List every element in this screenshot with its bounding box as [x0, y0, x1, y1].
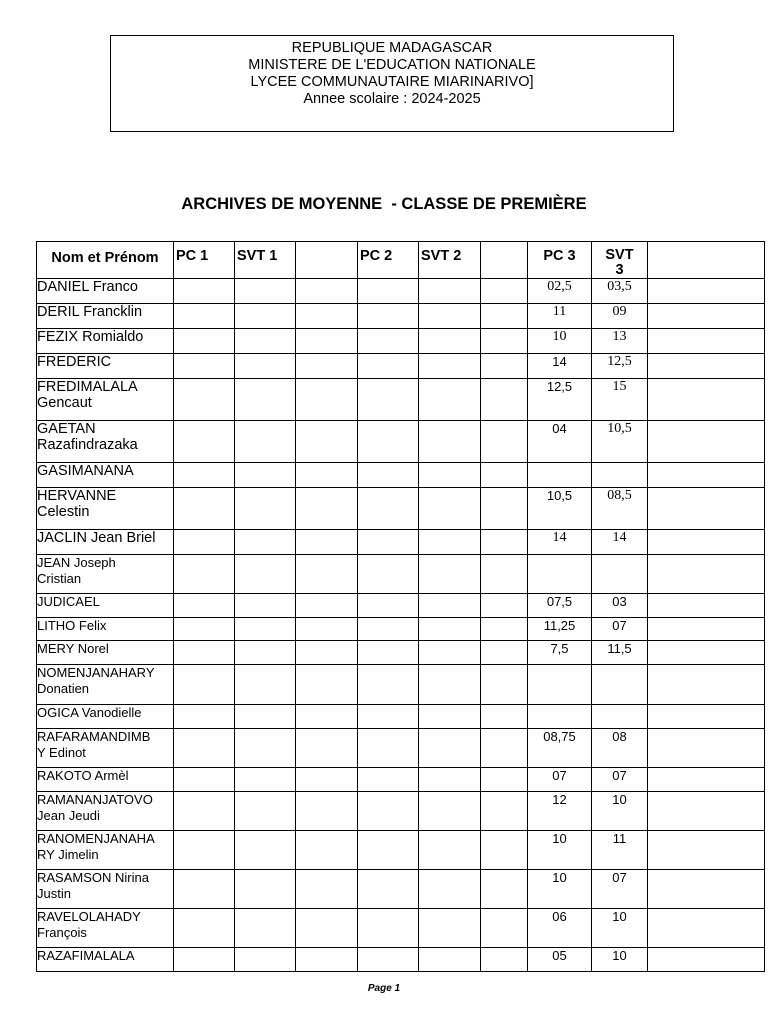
- blank1-cell: [296, 488, 358, 530]
- svt3-cell: 10: [592, 948, 648, 972]
- student-name-cell: [37, 909, 174, 948]
- svt3-cell: 14: [592, 530, 648, 555]
- blank1-cell: [296, 909, 358, 948]
- pc3-cell: 11,25: [528, 618, 592, 641]
- column-header-blank1: [296, 242, 358, 279]
- svt2-cell: [419, 768, 481, 792]
- blank2-cell: [481, 641, 528, 665]
- pc1-cell: [174, 705, 235, 729]
- svt2-cell: [419, 379, 481, 421]
- pc1-cell: [174, 618, 235, 641]
- svt1-cell: [235, 831, 296, 870]
- svt3-cell: 08: [592, 729, 648, 768]
- svt2-cell: [419, 641, 481, 665]
- student-name-continued: Razafindrazaka: [37, 437, 138, 453]
- pc1-cell: [174, 488, 235, 530]
- blank3-cell: [648, 665, 765, 705]
- student-name-cell: [37, 768, 174, 792]
- svt3-cell: [592, 665, 648, 705]
- pc3-cell: 10: [528, 329, 592, 354]
- svt1-cell: [235, 304, 296, 329]
- pc1-cell: [174, 729, 235, 768]
- header-school: LYCEE COMMUNAUTAIRE MIARINARIVO]: [250, 74, 534, 90]
- svt3-cell: 13: [592, 329, 648, 354]
- student-name-cell: [37, 530, 174, 555]
- svt3-cell: 11: [592, 831, 648, 870]
- column-header-svt3-line1: SVT: [605, 247, 634, 263]
- column-header-name: Nom et Prénom: [37, 242, 174, 279]
- blank1-cell: [296, 729, 358, 768]
- svt1-cell: [235, 618, 296, 641]
- svt2-cell: [419, 618, 481, 641]
- table-row: [37, 379, 765, 421]
- student-name: HERVANNE: [37, 488, 117, 504]
- student-name: JUDICAEL: [37, 594, 100, 609]
- student-name-cell: [37, 329, 174, 354]
- svt2-cell: [419, 705, 481, 729]
- svt3-cell: [592, 705, 648, 729]
- svt2-cell: [419, 729, 481, 768]
- student-name-continued: Cristian: [37, 571, 82, 586]
- blank2-cell: [481, 705, 528, 729]
- student-name-continued: Justin: [37, 886, 71, 901]
- pc2-cell: [358, 831, 419, 870]
- student-name-cell: [37, 488, 174, 530]
- student-name: RAVELOLAHADY: [37, 909, 141, 924]
- svt2-cell: [419, 530, 481, 555]
- pc3-cell: 10: [528, 831, 592, 870]
- page-number: Page 1: [367, 983, 401, 994]
- svt2-cell: [419, 279, 481, 304]
- svt1-cell: [235, 379, 296, 421]
- svt3-cell: 10,5: [592, 421, 648, 463]
- pc1-cell: [174, 421, 235, 463]
- blank1-cell: [296, 421, 358, 463]
- pc2-cell: [358, 594, 419, 618]
- pc1-cell: [174, 768, 235, 792]
- table-row: [37, 329, 765, 354]
- page-title: ARCHIVES DE MOYENNE - CLASSE DE PREMIÈRE: [181, 195, 587, 213]
- pc2-cell: [358, 488, 419, 530]
- blank3-cell: [648, 641, 765, 665]
- pc3-cell: 08,75: [528, 729, 592, 768]
- student-name-continued: Celestin: [37, 504, 90, 520]
- pc1-cell: [174, 304, 235, 329]
- svt2-cell: [419, 555, 481, 594]
- pc1-cell: [174, 594, 235, 618]
- column-header-pc2: PC 2: [358, 242, 419, 279]
- student-name: JACLIN Jean Briel: [37, 530, 156, 546]
- blank2-cell: [481, 379, 528, 421]
- student-name-continued: Gencaut: [37, 395, 92, 411]
- pc3-cell: 10,5: [528, 488, 592, 530]
- svt3-cell: 10: [592, 792, 648, 831]
- blank1-cell: [296, 354, 358, 379]
- pc1-cell: [174, 665, 235, 705]
- blank3-cell: [648, 354, 765, 379]
- svt1-cell: [235, 792, 296, 831]
- blank2-cell: [481, 729, 528, 768]
- svt3-cell: [592, 463, 648, 488]
- svt2-cell: [419, 948, 481, 972]
- column-header-pc3: PC 3: [528, 242, 592, 279]
- column-header-svt2: SVT 2: [419, 242, 481, 279]
- table-row: [37, 705, 765, 729]
- svt3-cell: 09: [592, 304, 648, 329]
- table-row: [37, 831, 765, 870]
- svt1-cell: [235, 948, 296, 972]
- pc1-cell: [174, 792, 235, 831]
- pc1-cell: [174, 279, 235, 304]
- table-row: [37, 488, 765, 530]
- blank3-cell: [648, 555, 765, 594]
- student-name-cell: [37, 304, 174, 329]
- column-header-svt3-line2: 3: [615, 262, 624, 278]
- table-row: [37, 463, 765, 488]
- student-name: JEAN Joseph: [37, 555, 116, 570]
- svt2-cell: [419, 463, 481, 488]
- student-name: LITHO Felix: [37, 618, 107, 633]
- student-name-cell: [37, 665, 174, 705]
- pc1-cell: [174, 831, 235, 870]
- table-row: [37, 594, 765, 618]
- svt3-cell: 10: [592, 909, 648, 948]
- blank1-cell: [296, 948, 358, 972]
- blank3-cell: [648, 594, 765, 618]
- header-republic: REPUBLIQUE MADAGASCAR: [291, 40, 493, 56]
- student-name-cell: [37, 705, 174, 729]
- blank1-cell: [296, 870, 358, 909]
- pc2-cell: [358, 530, 419, 555]
- blank1-cell: [296, 304, 358, 329]
- pc1-cell: [174, 948, 235, 972]
- blank1-cell: [296, 463, 358, 488]
- student-name-continued: RY Jimelin: [37, 847, 99, 862]
- blank2-cell: [481, 488, 528, 530]
- student-name-cell: [37, 792, 174, 831]
- pc1-cell: [174, 870, 235, 909]
- svt1-cell: [235, 705, 296, 729]
- pc3-cell: [528, 463, 592, 488]
- pc2-cell: [358, 729, 419, 768]
- pc2-cell: [358, 329, 419, 354]
- blank1-cell: [296, 705, 358, 729]
- student-name-continued: Y Edinot: [37, 745, 86, 760]
- pc2-cell: [358, 948, 419, 972]
- pc3-cell: 10: [528, 870, 592, 909]
- table-row: [37, 618, 765, 641]
- pc2-cell: [358, 555, 419, 594]
- student-name: RAZAFIMALALA: [37, 948, 135, 963]
- column-header-svt3: [592, 242, 648, 279]
- blank1-cell: [296, 792, 358, 831]
- student-name-cell: [37, 618, 174, 641]
- blank3-cell: [648, 618, 765, 641]
- pc2-cell: [358, 641, 419, 665]
- table-row: [37, 768, 765, 792]
- student-name: OGICA Vanodielle: [37, 705, 142, 720]
- pc1-cell: [174, 354, 235, 379]
- blank2-cell: [481, 594, 528, 618]
- svt3-cell: 15: [592, 379, 648, 421]
- student-name-cell: [37, 421, 174, 463]
- blank3-cell: [648, 488, 765, 530]
- svt1-cell: [235, 909, 296, 948]
- svt1-cell: [235, 354, 296, 379]
- svt2-cell: [419, 831, 481, 870]
- pc2-cell: [358, 463, 419, 488]
- blank2-cell: [481, 354, 528, 379]
- svt1-cell: [235, 279, 296, 304]
- student-name: RAFARAMANDIMB: [37, 729, 151, 744]
- svt1-cell: [235, 870, 296, 909]
- blank3-cell: [648, 792, 765, 831]
- blank1-cell: [296, 379, 358, 421]
- column-header-blank3: [648, 242, 765, 279]
- column-header-pc1: PC 1: [174, 242, 235, 279]
- pc2-cell: [358, 665, 419, 705]
- blank3-cell: [648, 831, 765, 870]
- pc3-cell: 06: [528, 909, 592, 948]
- blank3-cell: [648, 304, 765, 329]
- pc3-cell: 12,5: [528, 379, 592, 421]
- student-name: DERIL Francklin: [37, 304, 143, 320]
- table-row: [37, 421, 765, 463]
- blank2-cell: [481, 831, 528, 870]
- table-row: [37, 304, 765, 329]
- svt3-cell: 07: [592, 870, 648, 909]
- svt1-cell: [235, 594, 296, 618]
- blank3-cell: [648, 463, 765, 488]
- table-row: [37, 870, 765, 909]
- blank1-cell: [296, 555, 358, 594]
- blank3-cell: [648, 279, 765, 304]
- blank1-cell: [296, 618, 358, 641]
- pc2-cell: [358, 768, 419, 792]
- grades-table: [36, 241, 765, 972]
- table-row: [37, 279, 765, 304]
- blank3-cell: [648, 729, 765, 768]
- svt1-cell: [235, 329, 296, 354]
- blank3-cell: [648, 768, 765, 792]
- svt1-cell: [235, 665, 296, 705]
- student-name-cell: [37, 948, 174, 972]
- svt1-cell: [235, 729, 296, 768]
- student-name-continued: Donatien: [37, 681, 90, 696]
- student-name: GASIMANANA: [37, 463, 134, 479]
- blank2-cell: [481, 279, 528, 304]
- blank3-cell: [648, 379, 765, 421]
- svt1-cell: [235, 530, 296, 555]
- svt3-cell: [592, 555, 648, 594]
- table-header-row: [37, 242, 765, 279]
- blank3-cell: [648, 530, 765, 555]
- student-name-cell: [37, 870, 174, 909]
- student-name: FEZIX Romialdo: [37, 329, 144, 345]
- svt2-cell: [419, 304, 481, 329]
- svt1-cell: [235, 555, 296, 594]
- pc1-cell: [174, 555, 235, 594]
- svt1-cell: [235, 463, 296, 488]
- pc2-cell: [358, 354, 419, 379]
- blank2-cell: [481, 909, 528, 948]
- school-header: [110, 35, 674, 132]
- table-row: [37, 665, 765, 705]
- pc2-cell: [358, 304, 419, 329]
- table-row: [37, 641, 765, 665]
- table-row: [37, 555, 765, 594]
- svt3-cell: 11,5: [592, 641, 648, 665]
- student-name: RANOMENJANAHA: [37, 831, 155, 846]
- svt2-cell: [419, 792, 481, 831]
- blank1-cell: [296, 279, 358, 304]
- student-name-continued: François: [37, 925, 87, 940]
- pc3-cell: 14: [528, 530, 592, 555]
- table-row: [37, 909, 765, 948]
- svt3-cell: 03: [592, 594, 648, 618]
- student-name: RAMANANJATOVO: [37, 792, 153, 807]
- student-name: FREDIMALALA: [37, 379, 138, 395]
- student-name-cell: [37, 379, 174, 421]
- blank1-cell: [296, 831, 358, 870]
- blank3-cell: [648, 329, 765, 354]
- pc3-cell: 02,5: [528, 279, 592, 304]
- blank3-cell: [648, 421, 765, 463]
- blank2-cell: [481, 304, 528, 329]
- pc2-cell: [358, 909, 419, 948]
- student-name: MERY Norel: [37, 641, 109, 656]
- blank3-cell: [648, 909, 765, 948]
- blank2-cell: [481, 618, 528, 641]
- table-row: [37, 530, 765, 555]
- pc3-cell: 12: [528, 792, 592, 831]
- pc2-cell: [358, 421, 419, 463]
- pc3-cell: [528, 665, 592, 705]
- student-name-cell: [37, 555, 174, 594]
- svt2-cell: [419, 665, 481, 705]
- student-name: RASAMSON Nirina: [37, 870, 149, 885]
- pc3-cell: 07,5: [528, 594, 592, 618]
- student-name-cell: [37, 463, 174, 488]
- student-name: GAETAN: [37, 421, 96, 437]
- svt2-cell: [419, 421, 481, 463]
- blank1-cell: [296, 768, 358, 792]
- blank2-cell: [481, 329, 528, 354]
- svt1-cell: [235, 488, 296, 530]
- svt2-cell: [419, 329, 481, 354]
- student-name-cell: [37, 831, 174, 870]
- pc1-cell: [174, 379, 235, 421]
- pc3-cell: 7,5: [528, 641, 592, 665]
- pc1-cell: [174, 530, 235, 555]
- pc3-cell: [528, 705, 592, 729]
- table-row: [37, 948, 765, 972]
- svt3-cell: 07: [592, 618, 648, 641]
- pc3-cell: 05: [528, 948, 592, 972]
- student-name-cell: [37, 641, 174, 665]
- blank2-cell: [481, 870, 528, 909]
- svt1-cell: [235, 641, 296, 665]
- pc1-cell: [174, 909, 235, 948]
- student-name-cell: [37, 279, 174, 304]
- student-name: FREDERIC: [37, 354, 112, 370]
- blank2-cell: [481, 792, 528, 831]
- student-name-cell: [37, 354, 174, 379]
- student-name: RAKOTO Armèl: [37, 768, 129, 783]
- table-row: [37, 729, 765, 768]
- svt3-cell: 08,5: [592, 488, 648, 530]
- pc2-cell: [358, 618, 419, 641]
- pc2-cell: [358, 792, 419, 831]
- student-name-cell: [37, 594, 174, 618]
- pc2-cell: [358, 279, 419, 304]
- pc1-cell: [174, 329, 235, 354]
- column-header-svt1: SVT 1: [235, 242, 296, 279]
- pc2-cell: [358, 379, 419, 421]
- pc3-cell: [528, 555, 592, 594]
- pc1-cell: [174, 641, 235, 665]
- pc3-cell: 04: [528, 421, 592, 463]
- blank2-cell: [481, 421, 528, 463]
- table-row: [37, 792, 765, 831]
- column-header-blank2: [481, 242, 528, 279]
- svt3-cell: 12,5: [592, 354, 648, 379]
- pc2-cell: [358, 705, 419, 729]
- svt1-cell: [235, 768, 296, 792]
- student-name-cell: [37, 729, 174, 768]
- svt2-cell: [419, 354, 481, 379]
- header-ministry: MINISTERE DE L'EDUCATION NATIONALE: [248, 57, 536, 73]
- pc1-cell: [174, 463, 235, 488]
- pc3-cell: 07: [528, 768, 592, 792]
- pc3-cell: 11: [528, 304, 592, 329]
- svt2-cell: [419, 870, 481, 909]
- student-name-continued: Jean Jeudi: [37, 808, 100, 823]
- svt2-cell: [419, 909, 481, 948]
- blank2-cell: [481, 665, 528, 705]
- student-name: NOMENJANAHARY: [37, 665, 155, 680]
- blank3-cell: [648, 705, 765, 729]
- blank2-cell: [481, 768, 528, 792]
- header-school-year: Annee scolaire : 2024-2025: [303, 91, 481, 107]
- svt2-cell: [419, 594, 481, 618]
- blank3-cell: [648, 870, 765, 909]
- blank1-cell: [296, 329, 358, 354]
- blank1-cell: [296, 665, 358, 705]
- blank2-cell: [481, 530, 528, 555]
- svt3-cell: 03,5: [592, 279, 648, 304]
- blank2-cell: [481, 948, 528, 972]
- student-name: DANIEL Franco: [37, 279, 138, 295]
- pc3-cell: 14: [528, 354, 592, 379]
- pc2-cell: [358, 870, 419, 909]
- blank2-cell: [481, 463, 528, 488]
- blank3-cell: [648, 948, 765, 972]
- svt3-cell: 07: [592, 768, 648, 792]
- blank1-cell: [296, 594, 358, 618]
- blank1-cell: [296, 641, 358, 665]
- table-row: [37, 354, 765, 379]
- svt2-cell: [419, 488, 481, 530]
- blank1-cell: [296, 530, 358, 555]
- svt1-cell: [235, 421, 296, 463]
- blank2-cell: [481, 555, 528, 594]
